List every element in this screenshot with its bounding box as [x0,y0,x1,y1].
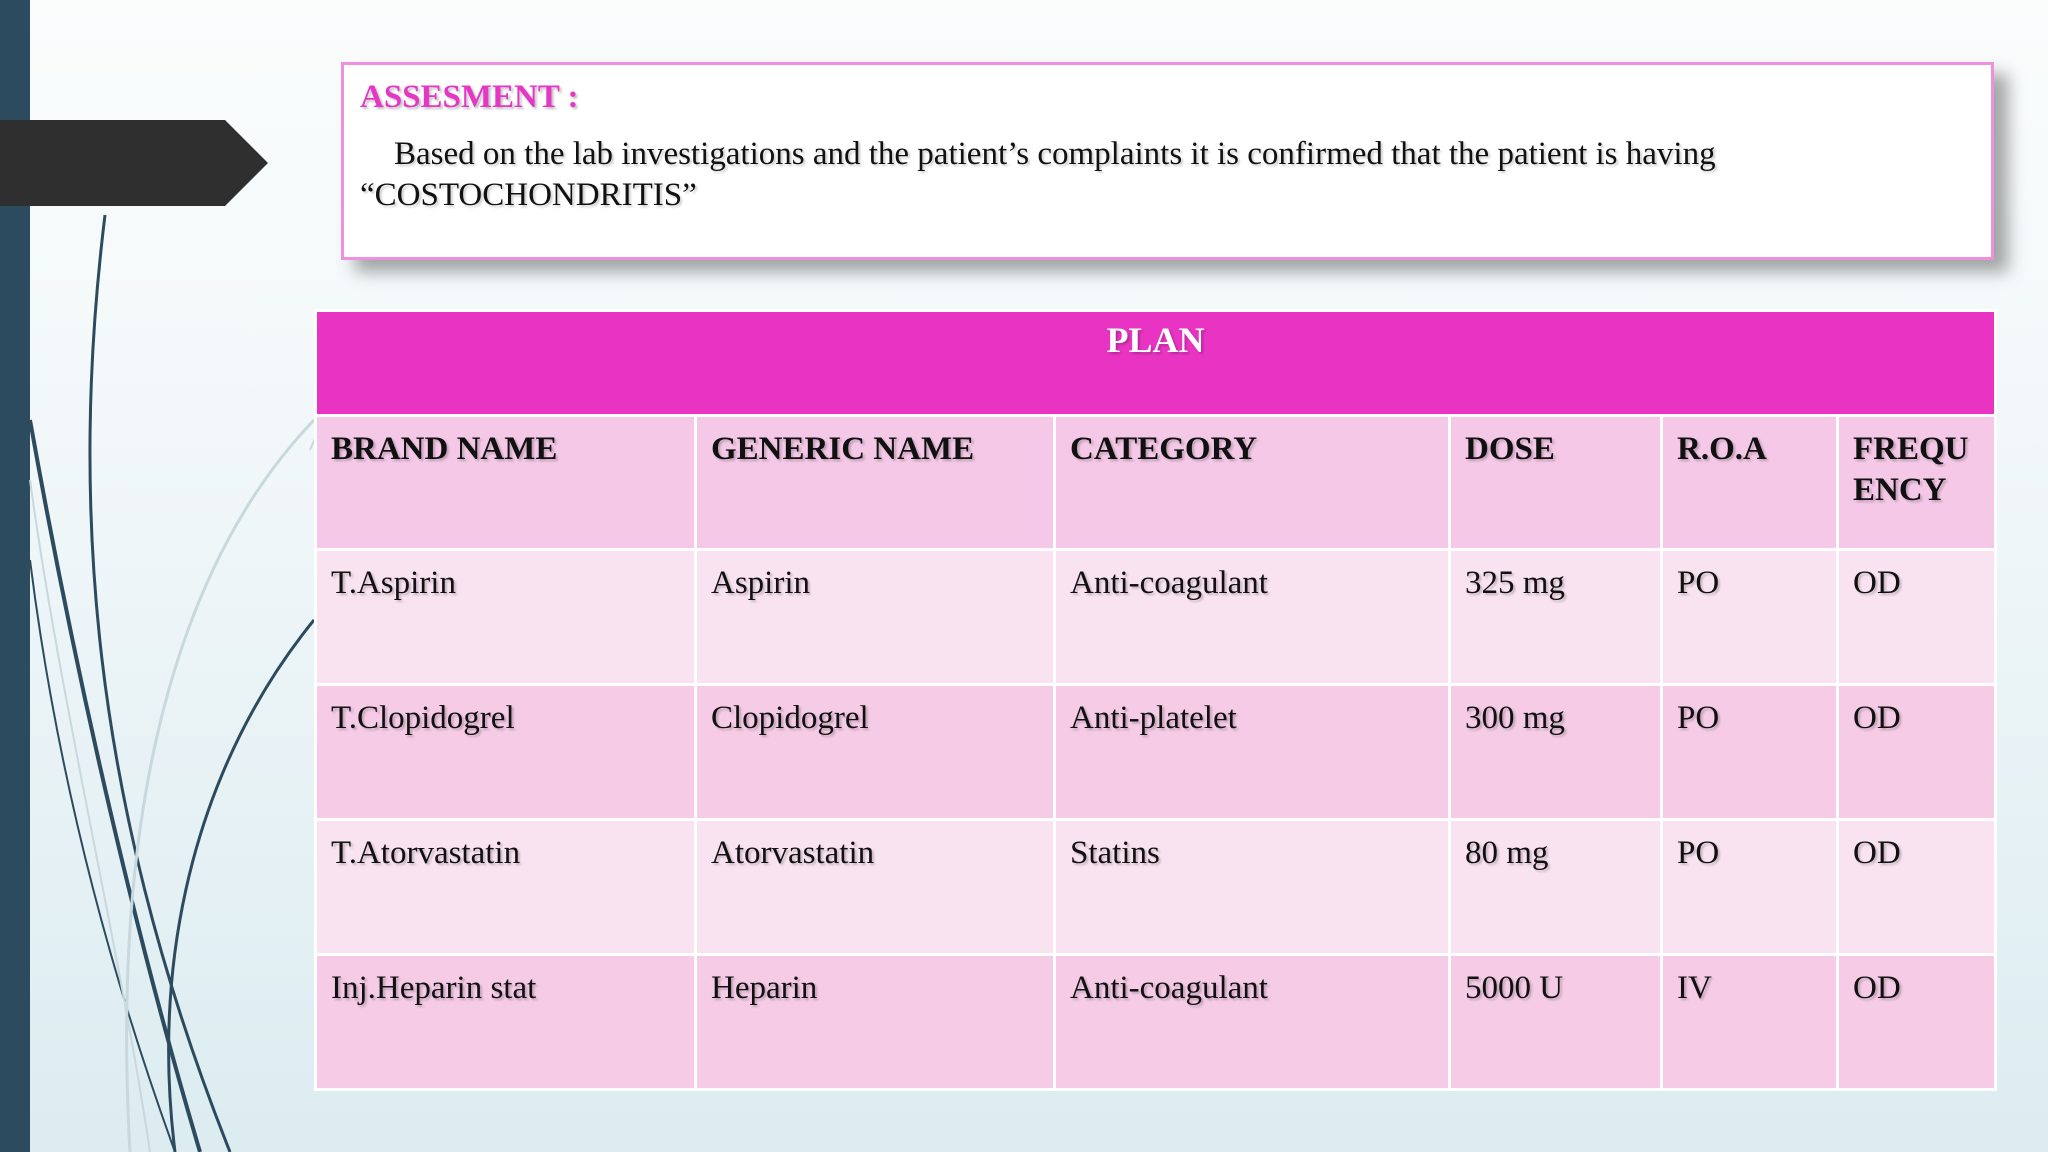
cell-category: Statins [1055,820,1450,955]
header-brand-name: BRAND NAME [316,416,696,550]
cell-brand-name: T.Atorvastatin [316,820,696,955]
cell-category: Anti-coagulant [1055,955,1450,1090]
cell-category: Anti-platelet [1055,685,1450,820]
cell-dose: 325 mg [1450,550,1662,685]
cell-dose: 5000 U [1450,955,1662,1090]
column-header-row [316,416,1996,550]
cell-frequency: OD [1838,955,1996,1090]
table-row [316,550,1996,685]
cell-brand-name: T.Clopidogrel [316,685,696,820]
header-dose: DOSE [1450,416,1662,550]
cell-brand-name: Inj.Heparin stat [316,955,696,1090]
assessment-title: ASSESMENT : [360,79,579,115]
cell-generic-name: Clopidogrel [696,685,1055,820]
assessment-text: Based on the lab investigations and the patient’s complaints it is confirmed that the patient is having “COSTOCHONDRITIS” [360,136,1716,213]
cell-generic-name: Aspirin [696,550,1055,685]
table-row [316,685,1996,820]
cell-dose: 300 mg [1450,685,1662,820]
cell-frequency: OD [1838,550,1996,685]
cell-roa: PO [1662,685,1838,820]
cell-roa: IV [1662,955,1838,1090]
header-category: CATEGORY [1055,416,1450,550]
cell-brand-name: T.Aspirin [316,550,696,685]
cell-category: Anti-coagulant [1055,550,1450,685]
table-row [316,955,1996,1090]
assessment-box [341,62,1994,260]
header-frequency: FREQU ENCY [1838,416,1996,550]
cell-frequency: OD [1838,820,1996,955]
arrow-banner-shape [0,120,270,206]
plan-title: PLAN [316,311,1996,416]
table-row [316,820,1996,955]
cell-roa: PO [1662,550,1838,685]
header-generic-name: GENERIC NAME [696,416,1055,550]
header-roa: R.O.A [1662,416,1838,550]
cell-generic-name: Heparin [696,955,1055,1090]
plan-table [314,309,1997,1091]
cell-roa: PO [1662,820,1838,955]
cell-dose: 80 mg [1450,820,1662,955]
plan-header-row [316,311,1996,416]
cell-frequency: OD [1838,685,1996,820]
cell-generic-name: Atorvastatin [696,820,1055,955]
